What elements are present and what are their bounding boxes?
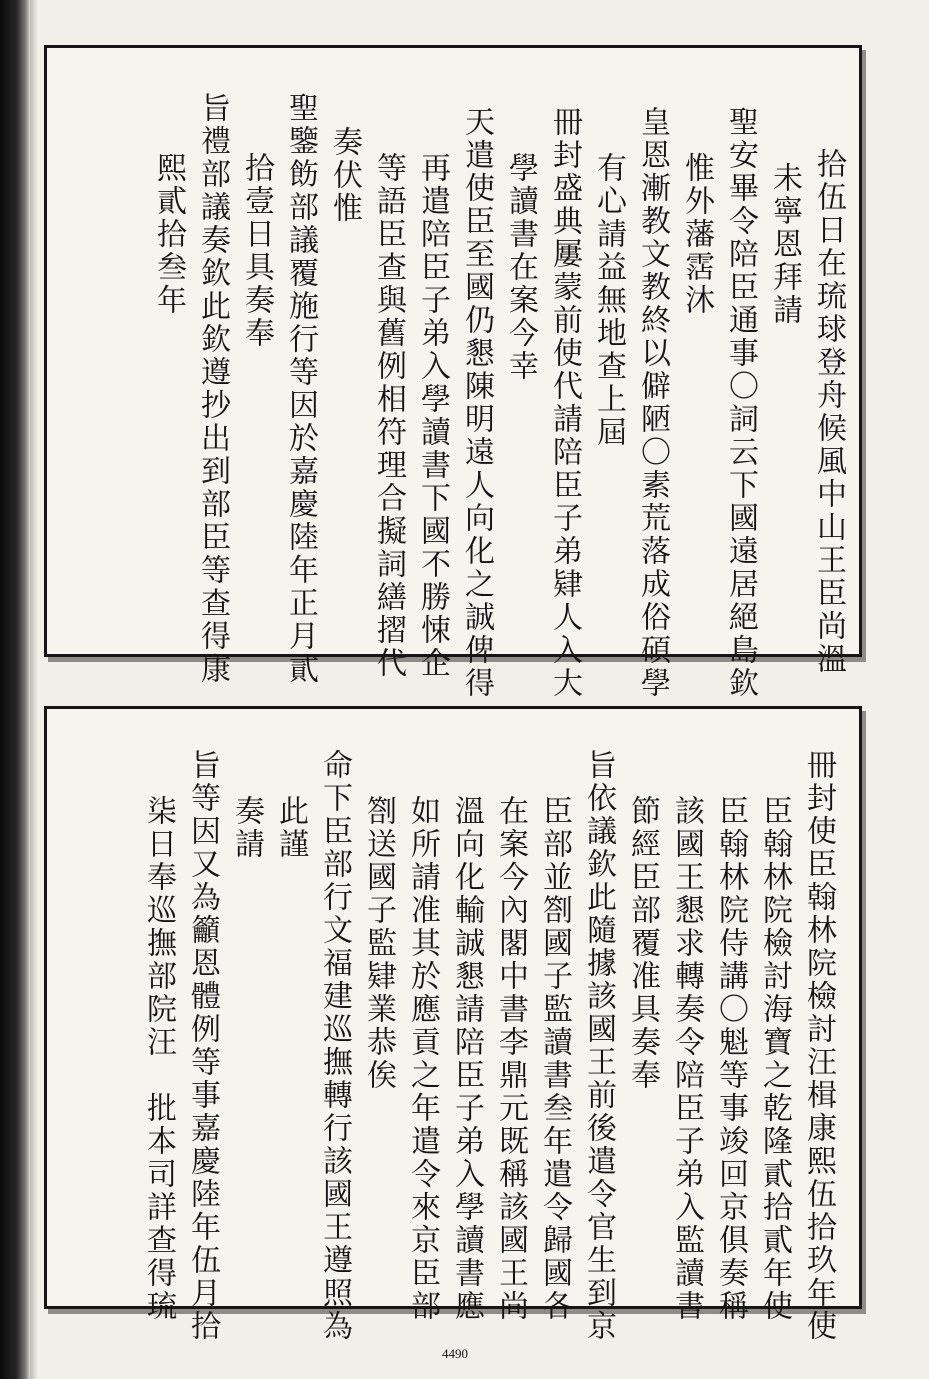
page-gutter [30, 0, 38, 1379]
text-column: 旨依議欽此隨據該國王前後遣令官生到京 [581, 749, 616, 1343]
text-column: 學讀書在案今幸 [503, 152, 538, 383]
text-column: 再遣陪臣子弟入學讀書下國不勝悚企 [415, 152, 450, 680]
text-column: 奏伏惟 [327, 126, 362, 225]
text-column: 有心請益無地查上屆 [591, 152, 626, 449]
text-column: 命下臣部行文福建巡撫轉行該國王遵照為 [317, 749, 352, 1343]
text-column: 天遣使臣至國仍懇陳明遠人向化之誠俾得 [459, 106, 494, 700]
text-column: 聖安畢令陪臣通事〇詞云下國遠居絕島欽 [723, 106, 758, 700]
text-column: 等語臣查與舊例相符理合擬詞繕摺代 [371, 152, 406, 680]
text-column: 冊封使臣翰林院檢討汪楫康熙伍拾玖年使 [801, 749, 836, 1343]
text-column: 拾壹日具奏奉 [239, 152, 274, 350]
text-column: 熙貳拾叁年 [151, 152, 186, 317]
text-column: 如所請准其於應貢之年遣令來京臣部 [405, 795, 440, 1323]
text-column: 惟外藩霑沐 [679, 152, 714, 317]
text-column: 此謹 [273, 795, 308, 861]
text-column: 旨禮部議奏欽此欽遵抄出到部臣等查得康 [195, 92, 230, 686]
text-column: 在案今內閣中書李鼎元既稱該國王尚 [493, 795, 528, 1323]
page-number: 4490 [442, 1346, 468, 1361]
upper-text-panel [44, 45, 862, 700]
text-column: 該國王懇求轉奏令陪臣子弟入監讀書 [669, 795, 704, 1323]
text-column: 聖鑒飭部議覆施行等因於嘉慶陸年正月貳 [283, 92, 318, 686]
lower-text-panel [44, 706, 862, 1343]
text-column: 冊封盛典屢蒙前使代請陪臣子弟肄人入大 [547, 106, 582, 700]
text-column: 皇恩漸教文教終以僻陋〇素荒落成俗碩學 [635, 106, 670, 700]
text-column: 臣翰林院侍講〇魁等事竣回京俱奏稱 [713, 795, 748, 1323]
text-column: 未寧恩拜請 [767, 162, 802, 327]
text-column: 拾伍日在琉球登舟候風中山王臣尚溫 [811, 148, 846, 676]
text-column: 節經臣部覆准具奏奉 [625, 795, 660, 1092]
text-column: 奏請 [229, 795, 264, 861]
text-column: 柒日奉巡撫部院汪 批本司詳查得琉 [141, 795, 176, 1323]
book-binding-shadow [0, 0, 30, 1379]
text-column: 臣部並劄國子監讀書叁年遣令歸國各 [537, 795, 572, 1323]
text-column: 臣翰林院檢討海寶之乾隆貳拾貳年使 [757, 795, 792, 1323]
text-column: 溫向化輸誠懇請陪臣子弟入學讀書應 [449, 795, 484, 1323]
text-column: 旨等因又為籲恩體例等事嘉慶陸年伍月拾 [185, 749, 220, 1343]
text-column: 劄送國子監肄業恭俟 [361, 795, 396, 1092]
